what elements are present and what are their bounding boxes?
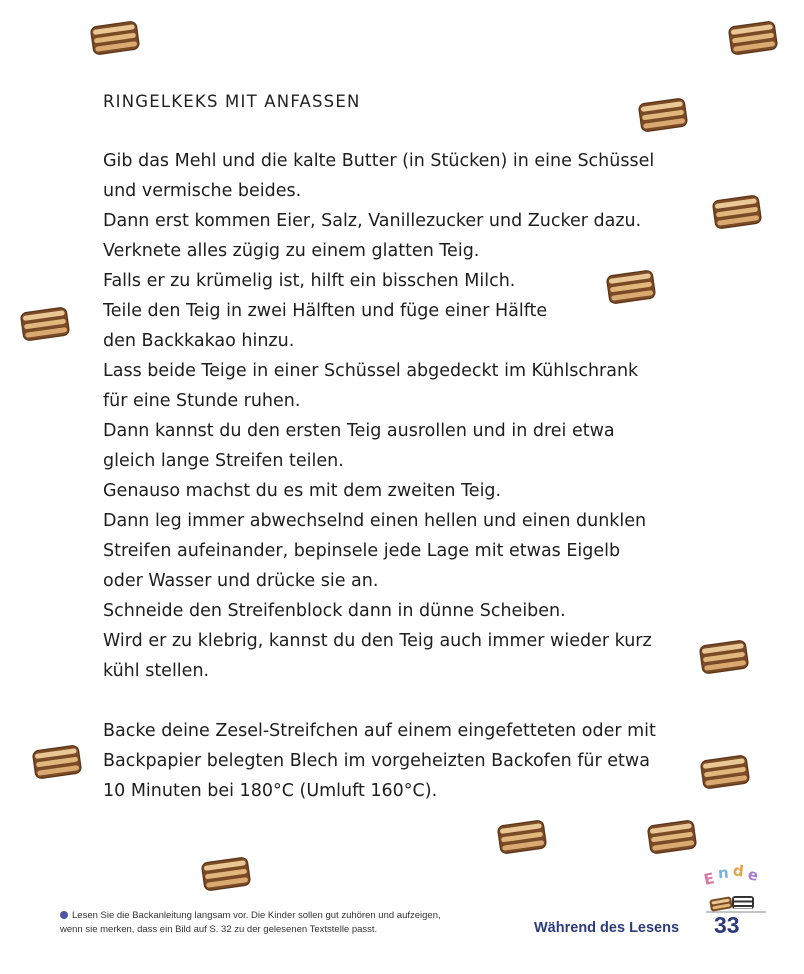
section-label: Während des Lesens — [534, 920, 680, 936]
cookie-icon — [201, 857, 251, 891]
recipe-instructions — [103, 146, 703, 806]
ende-letter: d — [732, 861, 745, 881]
cookie-pile-icon — [706, 890, 766, 914]
ende-letter: n — [717, 863, 730, 883]
cookie-icon — [638, 98, 688, 132]
cookie-icon — [647, 820, 697, 854]
cookie-icon — [32, 745, 82, 779]
page-number: 33 — [714, 912, 740, 938]
instruction-line: Dann leg immer abwechselnd einen hellen und einen dunklen — [103, 511, 647, 531]
instruction-line: Schneide den Streifenblock dann in dünne Scheiben. — [103, 601, 566, 621]
teacher-note-line: wenn sie merken, dass ein Bild auf S. 32 zu der gelesenen Textstelle passt. — [60, 924, 378, 935]
paragraph-spacer — [103, 686, 703, 716]
baking-line: Backe deine Zesel-Streifchen auf einem eingefetteten oder mit — [103, 721, 656, 741]
teacher-note-line: Lesen Sie die Backanleitung langsam vor. Die Kinder sollen gut zuhören und aufzeigen, — [72, 910, 441, 921]
ende-letter: e — [745, 865, 761, 885]
instruction-line: Genauso machst du es mit dem zweiten Teig. — [103, 481, 502, 501]
recipe-title: RINGELKEKS MIT ANFASSEN — [103, 92, 361, 111]
ende-decoration — [700, 860, 770, 915]
baking-line: 10 Minuten bei 180°C (Umluft 160°C). — [103, 781, 438, 801]
cookie-icon — [699, 640, 749, 674]
instruction-line: und vermische beides. — [103, 181, 302, 201]
instruction-line: Verknete alles zügig zu einem glatten Teig. — [103, 241, 480, 261]
cookie-icon — [90, 21, 140, 55]
instruction-line: für eine Stunde ruhen. — [103, 391, 301, 411]
instruction-line: Wird er zu klebrig, kannst du den Teig auch immer wieder kurz — [103, 631, 652, 651]
instruction-line: Dann erst kommen Eier, Salz, Vanillezucker und Zucker dazu. — [103, 211, 642, 231]
instruction-line: Lass beide Teige in einer Schüssel abgedeckt im Kühlschrank — [103, 361, 639, 381]
instruction-line: Gib das Mehl und die kalte Butter (in Stücken) in eine Schüssel — [103, 151, 655, 171]
cookie-icon — [700, 755, 750, 789]
instruction-line: gleich lange Streifen teilen. — [103, 451, 344, 471]
bullet-icon — [60, 911, 68, 919]
cookie-icon — [497, 820, 547, 854]
cookie-icon — [606, 270, 656, 304]
instruction-line: den Backkakao hinzu. — [103, 331, 295, 351]
cookie-icon — [712, 195, 762, 229]
instruction-line: Teile den Teig in zwei Hälften und füge einer Hälfte — [103, 301, 548, 321]
cookie-icon — [20, 307, 70, 341]
instruction-line: Streifen aufeinander, bepinsele jede Lage mit etwas Eigelb — [103, 541, 621, 561]
ende-letter: E — [702, 869, 717, 889]
instruction-line: kühl stellen. — [103, 661, 210, 681]
baking-line: Backpapier belegten Blech im vorgeheizten Backofen für etwa — [103, 751, 650, 771]
instruction-line: oder Wasser und drücke sie an. — [103, 571, 379, 591]
cookie-icon — [728, 21, 778, 55]
instruction-line: Dann kannst du den ersten Teig ausrollen und in drei etwa — [103, 421, 615, 441]
instruction-line: Falls er zu krümelig ist, hilft ein bisschen Milch. — [103, 271, 516, 291]
teacher-note — [60, 909, 520, 937]
